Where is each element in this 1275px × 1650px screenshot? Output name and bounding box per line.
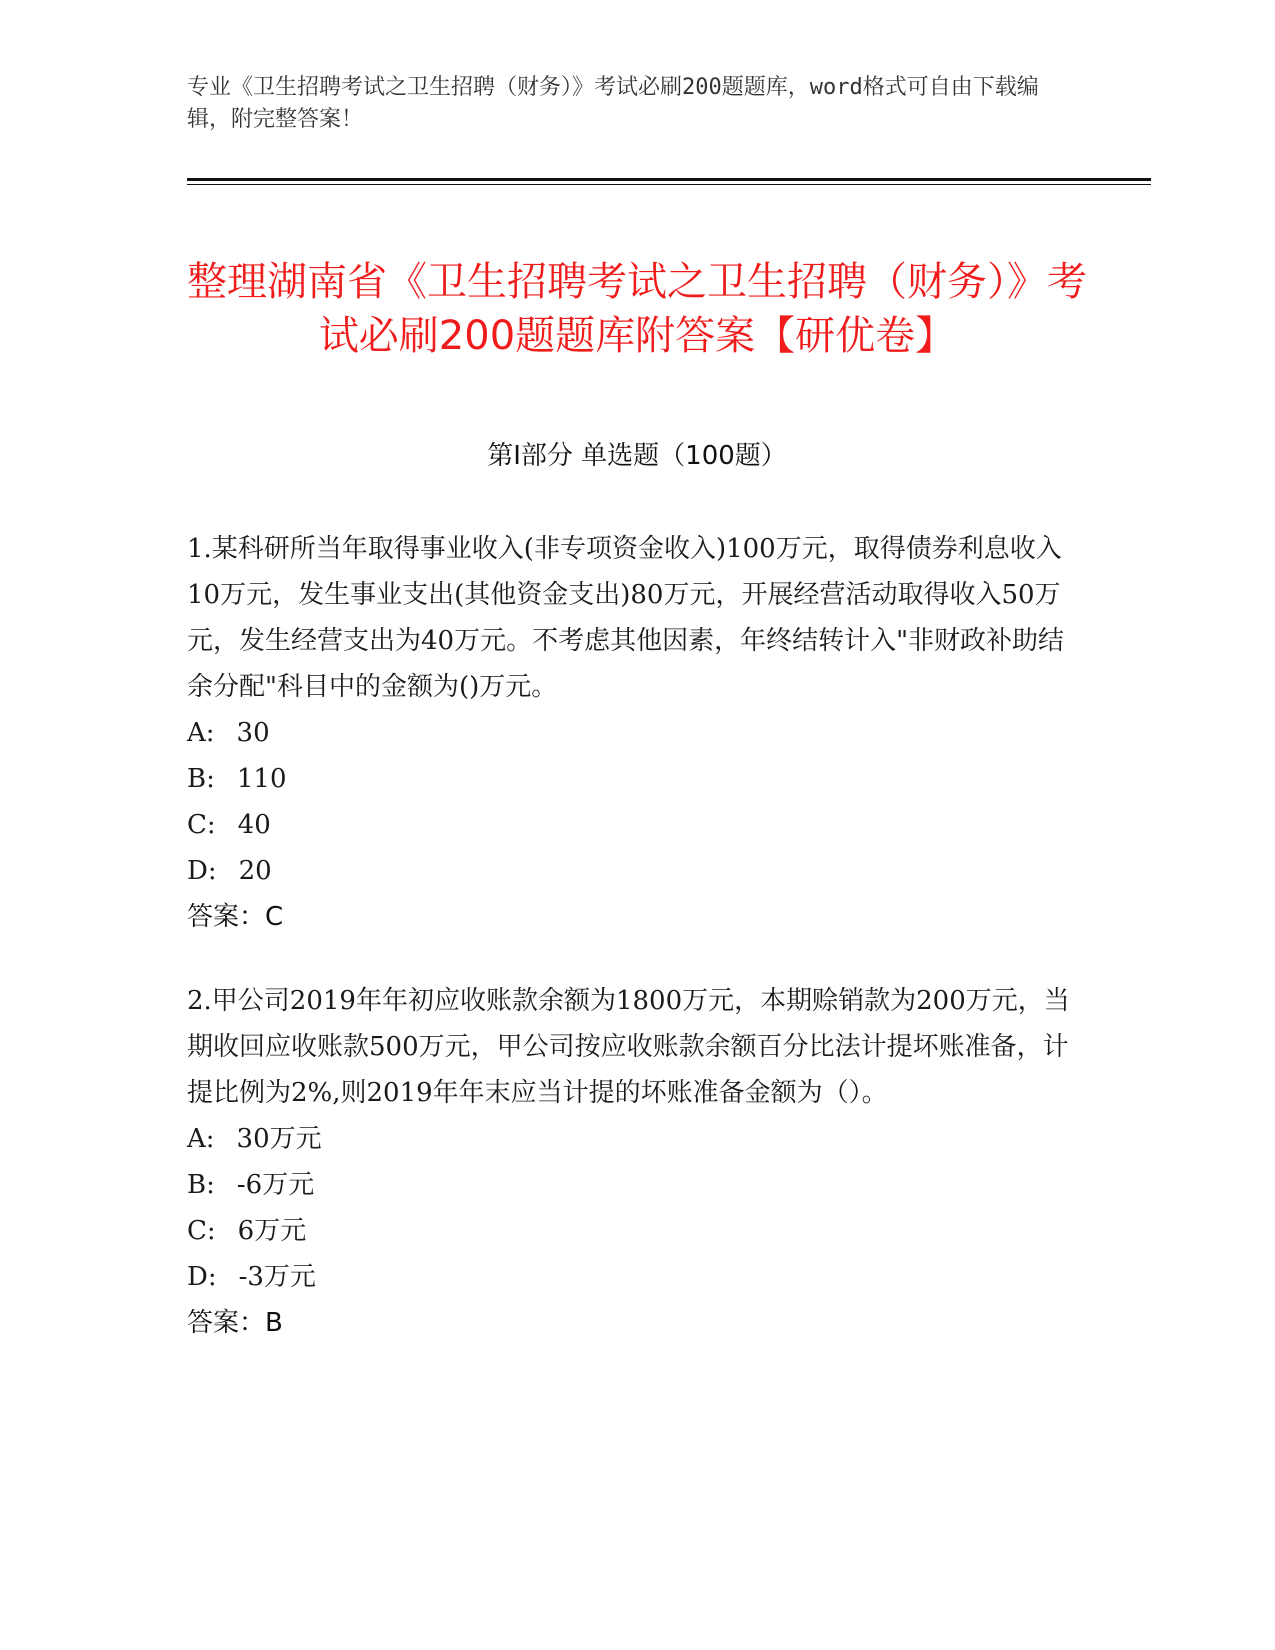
header-note: 专业《卫生招聘考试之卫生招聘（财务）》考试必刷200题题库，word格式可自由下载编辑，附完整答案！: [187, 75, 1039, 132]
option-a: [187, 710, 1087, 756]
question-stem: 2.甲公司2019年年初应收账款余额为1800万元，本期赊销款为200万元，当期收回应收账款500万元，甲公司按应收账款余额百分比法计提坏账准备，计提比例为2%,则2019年年末应当计提的坏账准备金额为（）。: [187, 986, 1070, 1108]
question-stem: 1.某科研所当年取得事业收入(非专项资金收入)100万元，取得债券利息收入10万元，发生事业支出(其他资金支出)80万元，开展经营活动取得收入50万元，发生经营支出为40万元。不考虑其他因素，年终结转计入"非财政补助结余分配"科目中的金额为()万元。: [187, 534, 1065, 702]
option-label: D:: [187, 1262, 217, 1292]
option-label: C:: [187, 810, 216, 840]
option-text: 30万元: [236, 1124, 322, 1154]
answer-line: 答案：C: [187, 902, 284, 932]
option-label: D:: [187, 856, 217, 886]
option-label: B:: [187, 764, 215, 794]
option-text: 110: [236, 764, 287, 794]
option-text: 40: [237, 810, 271, 840]
answer-line: 答案：B: [187, 1308, 283, 1338]
question-1: [187, 526, 1087, 940]
option-c: [187, 802, 1087, 848]
option-label: C:: [187, 1216, 216, 1246]
document-title: 整理湖南省《卫生招聘考试之卫生招聘（财务）》考试必刷200题题库附答案【研优卷】: [187, 258, 1087, 359]
option-text: -3万元: [238, 1262, 316, 1292]
option-label: A:: [187, 718, 215, 748]
option-text: -6万元: [236, 1170, 315, 1200]
option-b: [187, 1162, 1087, 1208]
option-text: 30: [236, 718, 270, 748]
section-heading: 第I部分 单选题（100题）: [487, 441, 787, 471]
option-text: 20: [238, 856, 272, 886]
option-b: [187, 756, 1087, 802]
option-d: [187, 1254, 1087, 1300]
option-a: [187, 1116, 1087, 1162]
question-2: [187, 978, 1087, 1346]
header-divider-thin: [187, 184, 1151, 185]
option-c: [187, 1208, 1087, 1254]
option-label: A:: [187, 1124, 215, 1154]
option-text: 6万元: [237, 1216, 307, 1246]
option-label: B:: [187, 1170, 215, 1200]
option-d: [187, 848, 1087, 894]
header-divider-thick: [187, 178, 1151, 181]
